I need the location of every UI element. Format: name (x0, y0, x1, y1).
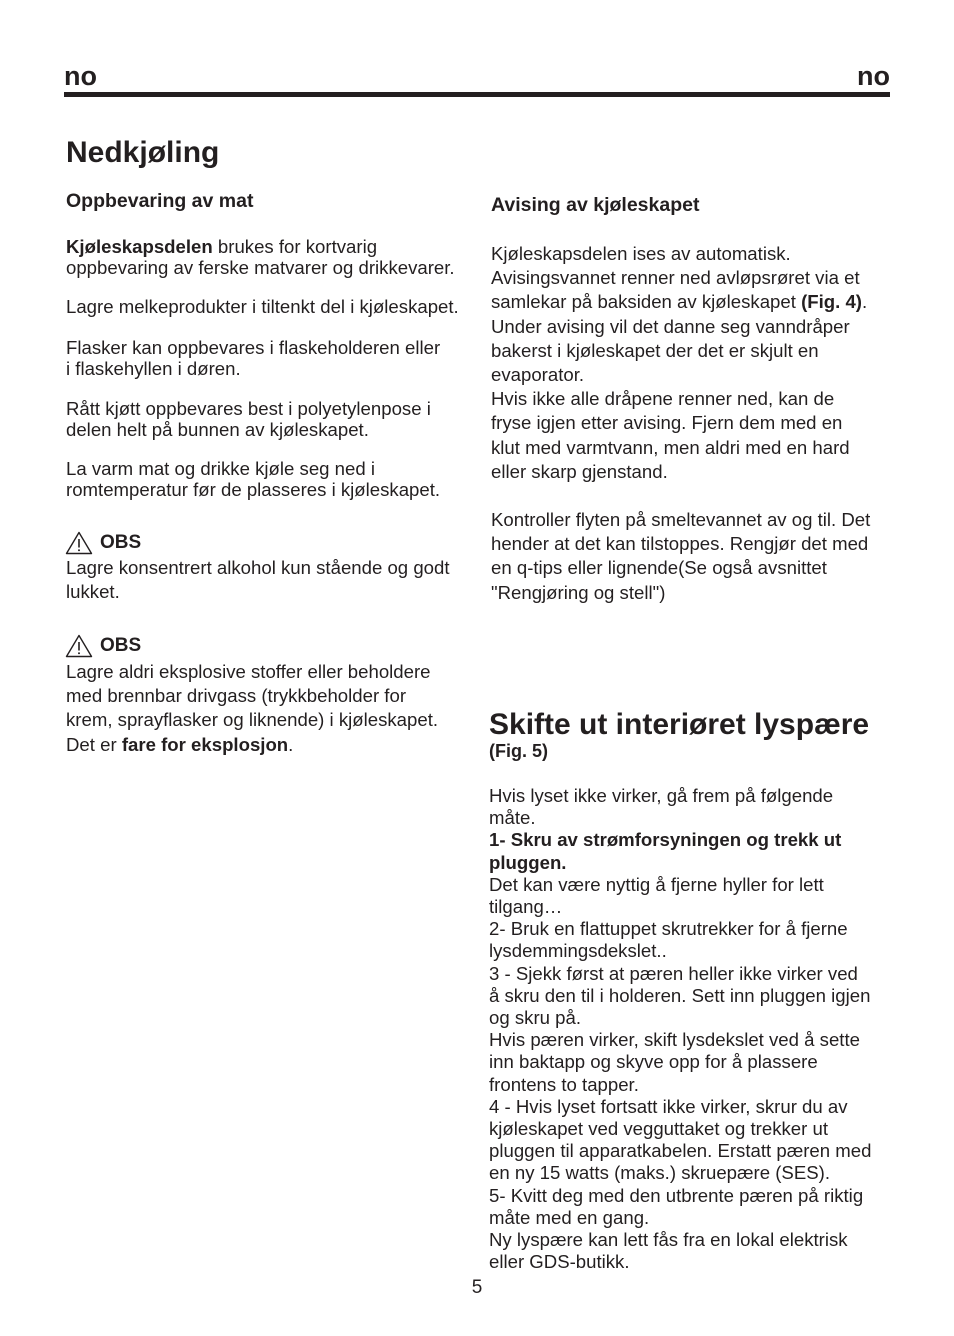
language-code-right: no (857, 61, 890, 91)
text-line: La varm mat og drikke kjøle seg ned i (66, 458, 375, 479)
text-line: eller skarp gjenstand. (491, 460, 668, 482)
text-line: med brennbar drivgass (trykkbeholder for (66, 685, 407, 707)
lamp-instruction-line: Ny lyspære kan lett fås fra en lokal elektrisk (489, 1229, 848, 1251)
paragraph-defrosting (491, 242, 867, 484)
lamp-instruction-line: eller GDS-butikk. (489, 1251, 630, 1273)
lamp-instruction-line: lysdemmingsdekslet.. (489, 940, 667, 962)
text-line: Avisingsvannet renner ned avløpsrøret via et (491, 267, 860, 289)
text-line: Hvis ikke alle dråpene renner ned, kan de (491, 388, 835, 410)
warning-triangle-icon (65, 634, 93, 658)
figure-reference: (Fig. 4) (801, 291, 863, 313)
text-line: romtemperatur før de plasseres i kjøleskapet. (66, 478, 441, 500)
lamp-instruction-line: 1- Skru av strømforsyningen og trekk ut (489, 829, 842, 851)
bold-term: Kjøleskapsdelen (66, 236, 213, 257)
page-number: 5 (471, 1277, 483, 1298)
obs-notice-2 (65, 634, 141, 658)
paragraph-explosives (66, 660, 438, 757)
paragraph-warm-food (66, 459, 440, 500)
text-line: "Rengjøring og stell") (491, 581, 666, 603)
lamp-instruction-line: Det kan være nyttig å fjerne hyller for lett (489, 873, 824, 895)
text-line: lukket. (66, 581, 120, 603)
lamp-instruction-line: måte med en gang. (489, 1206, 650, 1228)
paragraph-meltwater-check (491, 508, 870, 605)
text-line: fryse igjen etter avising. Fjern dem med en (491, 412, 843, 434)
warning-triangle-icon (65, 531, 93, 555)
text-line: krem, sprayflasker og liknende) i kjøleskapet. (66, 709, 439, 731)
lamp-instruction-line: og skru på. (489, 1007, 581, 1029)
lamp-instruction-line: frontens to tapper. (489, 1073, 639, 1095)
lamp-instruction-line: måte. (489, 807, 536, 829)
text-line: Lagre konsentrert alkohol kun stående og godt (66, 557, 450, 578)
paragraph-raw-meat (66, 399, 431, 440)
obs-notice-1 (65, 531, 141, 555)
text-line: Lagre aldri eksplosive stoffer eller beholdere (66, 661, 431, 682)
paragraph-bottles (66, 338, 440, 379)
text-line: klut med varmtvann, men aldri med en hard (491, 436, 850, 458)
lamp-instruction-line: 2- Bruk en flattuppet skrutrekker for å fjerne (489, 918, 848, 940)
text-line: Kontroller flyten på smeltevannet av og til. Det (491, 509, 871, 530)
lamp-instruction-line: Hvis lyset ikke virker, gå frem på følgende (489, 785, 834, 806)
lamp-instructions (489, 785, 871, 1273)
language-code-left: no (64, 61, 97, 91)
header-rule (64, 92, 890, 97)
page-title: Nedkjøling (66, 136, 220, 169)
lamp-instruction-line: en ny 15 watts (maks.) skruepære (SES). (489, 1162, 830, 1184)
lamp-instruction-line: 3 - Sjekk først at pæren heller ikke virker ved (489, 962, 858, 984)
text-run: brukes for kortvarig (212, 236, 378, 257)
text-run: samlekar på baksiden av kjøleskapet (491, 291, 802, 313)
obs-label: OBS (100, 532, 142, 553)
lamp-instruction-line: 5- Kvitt deg med den utbrente pæren på riktig (489, 1184, 864, 1206)
lamp-instruction-line: pluggen til apparatkabelen. Erstatt pæren med (489, 1140, 872, 1162)
lamp-instruction-line: 4 - Hvis lyset fortsatt ikke virker, skrur du av (489, 1095, 848, 1117)
paragraph-fridge-compartment (66, 237, 455, 278)
section-title-lamp: Skifte ut interiøret lyspære (489, 708, 870, 741)
paragraph-alcohol (66, 556, 450, 604)
bold-term: fare for eksplosjon (121, 733, 289, 755)
text-run: . (862, 291, 868, 313)
lamp-instruction-line: pluggen. (489, 851, 567, 873)
text-run: Det er (66, 733, 122, 755)
text-line: bakerst i kjøleskapet der det er skjult en (491, 339, 819, 361)
text-line: evaporator. (491, 364, 585, 386)
lamp-instruction-line: tilgang… (489, 896, 563, 918)
text-line: delen helt på bunnen av kjøleskapet. (66, 418, 369, 440)
text-line: en q-tips eller lignende(Se også avsnittet (491, 557, 827, 579)
section-heading-food-storage: Oppbevaring av mat (66, 190, 254, 212)
paragraph-dairy: Lagre melkeprodukter i tiltenkt del i kjøleskapet. (66, 296, 459, 317)
text-line: Flasker kan oppbevares i flaskeholderen eller (66, 337, 441, 358)
text-line: Rått kjøtt oppbevares best i polyetylenpose i (66, 398, 431, 419)
lamp-instruction-line: å skru den til i holderen. Sett inn pluggen igjen (489, 984, 871, 1006)
obs-label: OBS (100, 635, 142, 656)
text-line: hender at det kan tilstoppes. Rengjør det med (491, 533, 869, 555)
text-line: Under avising vil det danne seg vanndråper (491, 315, 850, 337)
section-heading-defrosting: Avising av kjøleskapet (491, 194, 700, 216)
lamp-instruction-line: inn baktapp og skyve opp for å plassere (489, 1051, 818, 1073)
text-line: Kjøleskapsdelen ises av automatisk. (491, 243, 791, 264)
text-line: i flaskehyllen i døren. (66, 357, 241, 379)
lamp-instruction-line: Hvis pæren virker, skift lysdekslet ved å sette (489, 1029, 860, 1051)
figure-reference: (Fig. 5) (489, 741, 548, 761)
text-run: . (288, 733, 294, 755)
text-line: oppbevaring av ferske matvarer og drikkevarer. (66, 256, 455, 278)
lamp-instruction-line: kjøleskapet ved vegguttaket og trekker ut (489, 1118, 828, 1140)
